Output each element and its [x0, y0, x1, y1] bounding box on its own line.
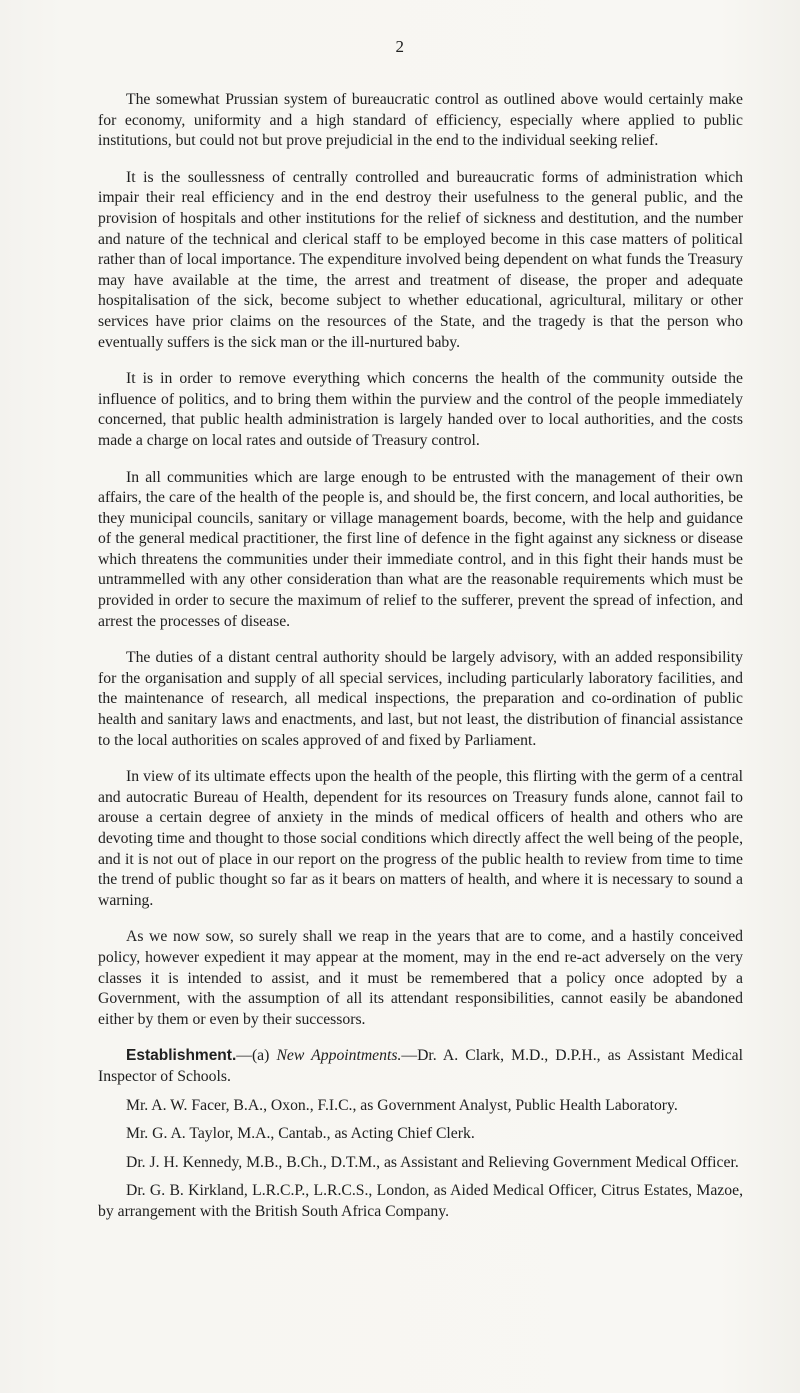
page-number: 2: [395, 37, 405, 56]
section-label: —(a): [236, 1047, 270, 1065]
body-text: [98, 90, 743, 1231]
paragraph-3: It is in order to remove everything which concerns the health of the community outside the influence of politics, and to bring them within the purview and the control of the people immediately concerned, that public health administration is largely handed over to local authorities, and the costs made a charge on local rates and outside of Treasury control.: [98, 370, 743, 449]
paragraph-1: The somewhat Prussian system of bureaucratic control as outlined above would certainly make for economy, uniformity and a high standard of efficiency, especially where applied to public institutions, but could not but prove prejudicial in the end to the individual seeking relief.: [98, 91, 743, 150]
paragraph-4: In all communities which are large enough to be entrusted with the management of their own affairs, the care of the health of the people is, and should be, the first concern, and local authorities, be they municipal councils, sanitary or village management boards, become, with the help and guidance of the general medical practitioner, the first line of defence in the fight against any sickness or disease which threatens the communities under their immediate control, and in this fight their hands must be untrammelled with any other consideration than what are the reasonable requirements which must be provided in order to secure the maximum of relief to the sufferer, prevent the spread of infection, and arrest the processes of disease.: [98, 468, 743, 630]
paragraph-2: It is the soullessness of centrally controlled and bureaucratic forms of administration which impair their real efficiency and in the end destroy their usefulness to the general public, and the provision of hospitals and other institutions for the relief of sickness and destitution, and the number and nature of the technical and clerical staff to be employed become in this case matters of political rather than of local importance. The expenditure involved being dependent on what funds the Treasury may have available at the time, the arrest and treatment of disease, the proper and adequate hospitalisation of the sick, become subject to whether educational, agricultural, military or other services have prior claims on the resources of the State, and the tragedy is that the person who eventually suffers is the sick man or the ill-nurtured baby.: [98, 168, 743, 351]
appointment-entry: Dr. J. H. Kennedy, M.B., B.Ch., D.T.M., as Assistant and Relieving Government Medical Officer.: [126, 1153, 739, 1171]
paragraph-5: The duties of a distant central authority should be largely advisory, with an added responsibility for the organisation and supply of all special services, including particularly laboratory facilities, and the maintenance of research, all medical inspections, the preparation and co-ordination of public health and sanitary laws and enactments, and last, but not least, the distribution of financial assistance to the local authorities on scales approved of and fixed by Parliament.: [98, 649, 743, 749]
section-heading: Establishment.: [126, 1047, 237, 1065]
appointment-entry: Mr. A. W. Facer, B.A., Oxon., F.I.C., as Government Analyst, Public Health Laboratory.: [126, 1096, 678, 1114]
paragraph-7: As we now sow, so surely shall we reap in the years that are to come, and a hastily conceived policy, however expedient it may appear at the moment, may in the end re-act adversely on the very classes it is intended to assist, and it must be remembered that a policy once adopted by a Government, with the assumption of all its attendant responsibilities, cannot easily be abandoned either by them or even by their successors.: [98, 928, 743, 1028]
appointment-entry: Dr. G. B. Kirkland, L.R.C.P., L.R.C.S., London, as Aided Medical Officer, Citrus Estates, Mazoe, by arrangement with the British South Africa Company.: [98, 1182, 743, 1220]
subheading-dash: —: [401, 1047, 418, 1065]
appointment-entry: Mr. G. A. Taylor, M.A., Cantab., as Acting Chief Clerk.: [126, 1125, 475, 1143]
paragraph-6: In view of its ultimate effects upon the health of the people, this flirting with the germ of a central and autocratic Bureau of Health, dependent for its resources on Treasury funds alone, cannot fail to arouse a certain degree of anxiety in the minds of medical officers of health and others who are devoting time and thought to those social conditions which directly affect the well being of the people, and it is not out of place in our report on the progress of the public health to review from time to time the trend of public thought so far as it bears on matters of health, and where it is necessary to sound a warning.: [98, 768, 743, 909]
establishment-paragraph: [98, 1046, 743, 1087]
subheading: New Appointments.: [276, 1047, 402, 1065]
appointment-entry: Dr. A. Clark, M.D., D.P.H., as Assistant Medical Inspector of Schools.: [98, 1047, 743, 1085]
